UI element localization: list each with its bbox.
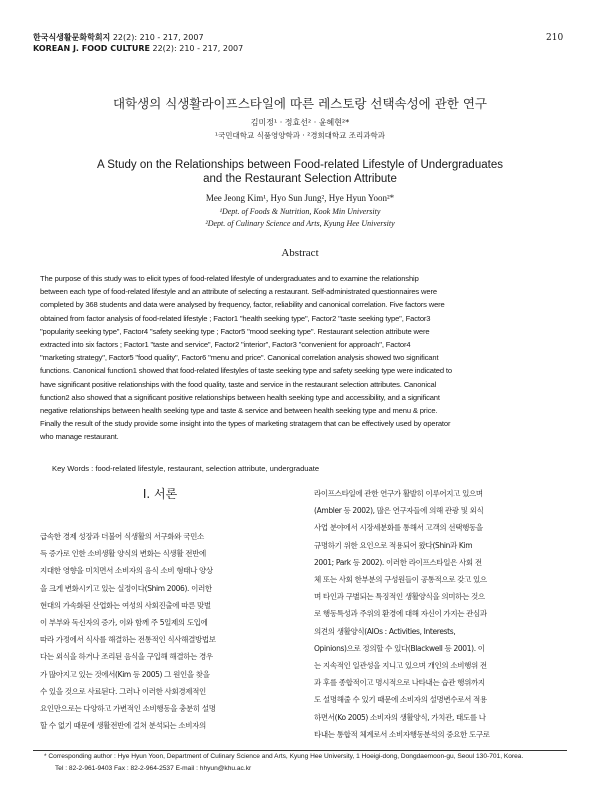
right-column-line-6: 체 또는 사회 한부분의 구성원들이 공통적으로 갖고 있으 xyxy=(314,575,487,584)
right-column-line-12: 과 후를 종합적이고 명시적으로 나타내는 습관 행위까지 xyxy=(314,678,485,688)
journal-name-en: KOREAN J. FOOD CULTURE xyxy=(33,44,150,53)
keywords xyxy=(52,464,319,473)
right-column-line-1: 라이프스타일에 관한 연구가 활발히 이루어지고 있으며 xyxy=(314,489,483,498)
corresponding-author-footnote: * Corresponding author : Hye Hyun Yoon, Department of Culinary Science and Arts, Kyung Hee University, 1 Hoeigi-dong, Dongdaemoon-gu, Seoul 130-701, Korea. xyxy=(44,753,524,760)
abstract-line-7: "marketing strategy", Factor5 "food quality", Factor6 "menu and price". Canonical correlation analysis showed two significant xyxy=(40,353,439,363)
journal-header-ko xyxy=(33,33,204,43)
abstract-line-8: functions. Canonical function1 showed that food-related lifestyles of taste seeking type and safety seeking type were indicated to xyxy=(40,366,452,376)
left-column-line-10: 수 있을 것으로 사료된다. 그러나 이러한 사회경제적인 xyxy=(40,686,206,696)
left-column-line-3: 지대한 영향을 미치면서 소비자의 음식 소비 형태나 양상 xyxy=(40,566,213,576)
contact-footnote: Tel : 82-2-961-9403 Fax : 82-2-964-2537 E-mail : hhyun@khu.ac.kr xyxy=(55,765,252,772)
abstract-heading: Abstract xyxy=(281,247,319,259)
title-korean: 대학생의 식생활라이프스타일에 따른 레스토랑 선택속성에 관한 연구 xyxy=(112,96,488,111)
left-column-line-8: 다는 외식을 하거나 조리된 음식을 구입해 해결하는 경우 xyxy=(40,652,213,662)
left-column-line-1: 급속한 경제 성장과 더불어 식생활의 서구화와 국민소 xyxy=(40,532,204,541)
journal-name-ko: 한국식생활문화학회지 xyxy=(33,33,111,42)
abstract-line-3: completed by 368 students and data were analysed by frequency, factor, reliability and canonical correlation. Five factors were xyxy=(40,300,445,310)
affiliations-korean: ¹국민대학교 식품영양학과 · ²경희대학교 조리과학과 xyxy=(214,131,386,140)
right-column-line-9: 의견의 생활양식(AIOs : Activities, Interests, xyxy=(314,626,456,636)
footnote-divider xyxy=(33,750,567,751)
page-number: 210 xyxy=(546,33,564,43)
right-column-line-5: 2001; Park 등 2002). 이러한 라이프스타일은 사회 전 xyxy=(314,557,482,567)
right-column-line-8: 로 행동특성과 주위의 환경에 대해 자신이 가지는 관심과 xyxy=(314,609,487,619)
abstract-line-11: negative relationships between health seeking type and taste & service and between health seeking type and menu & price. xyxy=(40,406,438,415)
authors-korean: 김미정¹ · 정효선² · 윤혜현²* xyxy=(250,118,350,127)
left-column-line-9: 가 많아지고 있는 것에서(Kim 등 2005) 그 원인을 찾을 xyxy=(40,669,210,679)
left-column-line-12: 할 수 없기 때문에 생활전반에 걸쳐 분석되는 소비자의 xyxy=(40,721,206,731)
right-column-line-2: (Ambler 등 2002), 많은 연구자들에 의해 관광 및 외식 xyxy=(314,506,484,516)
right-column-line-3: 사업 분야에서 시장세분화를 통해서 고객의 선택행동을 xyxy=(314,523,483,533)
left-column-line-7: 따라 가정에서 식사를 해결하는 전통적인 식사해결방법보 xyxy=(40,635,216,645)
right-column-line-15: 타내는 통합적 체계로서 소비자행동분석의 중요한 도구로 xyxy=(314,729,490,739)
left-column-line-6: 이 부부와 독신자의 증가, 이와 함께 주 5일제의 도입에 xyxy=(40,618,208,627)
right-column-line-10: Opinions)으로 정의할 수 있다(Blackwell 등 2001). 이 xyxy=(314,643,485,653)
keywords-text: food-related lifestyle, restaurant, selection attribute, undergraduate xyxy=(95,464,320,473)
abstract-line-9: have significant positive relationships with the food quality, taste and service in the restaurant selection attributes. Canonical xyxy=(40,379,437,389)
title-english-line-2: and the Restaurant Selection Attribute xyxy=(203,173,397,185)
section-heading-introduction: Ⅰ. 서론 xyxy=(142,487,178,501)
abstract-line-10: function2 also showed that a significant positive relationships between health seeking type and accessibility, and a significant xyxy=(40,392,440,402)
left-column-line-2: 득 증가로 인한 소비생활 양식의 변화는 식생활 전반에 xyxy=(40,549,206,559)
right-column-line-14: 하면서(Ko 2005) 소비자의 생활양식, 가치관, 태도를 나 xyxy=(314,712,486,722)
left-column-line-5: 현대의 가속화된 산업화는 여성의 사회진출에 따른 맞벌 xyxy=(40,600,211,610)
title-english-line-1: A Study on the Relationships between Food-related Lifestyle of Undergraduates xyxy=(97,159,503,171)
authors-english: Mee Jeong Kim¹, Hyo Sun Jung², Hye Hyun Yoon²* xyxy=(205,193,395,203)
right-column-line-13: 도 설명해줄 수 있기 때문에 소비자의 설명변수로서 적용 xyxy=(314,695,487,705)
affiliation-english-2: ²Dept. of Culinary Science and Arts, Kyung Hee University xyxy=(205,219,395,228)
right-column-line-7: 며 타인과 구별되는 특징적인 생활양식을 의미하는 것으 xyxy=(314,592,485,602)
right-column-line-11: 는 지속적인 일관성을 지니고 있으며 개인의 소비행위 전 xyxy=(314,661,487,670)
keywords-label: Key Words : xyxy=(52,464,94,473)
left-column-line-4: 을 크게 변화시키고 있는 실정이다(Shim 2006). 이러한 xyxy=(40,583,212,593)
abstract-line-4: obtained from factor analysis of food-related lifestyle ; Factor1 "health seeking type", Factor2 "taste seeking type", Factor3 xyxy=(40,313,431,323)
journal-citation-ko: 22(2): 210 - 217, 2007 xyxy=(112,33,204,42)
affiliation-english-1: ¹Dept. of Foods & Nutrition, Kook Min University xyxy=(219,207,381,216)
abstract-line-6: extracted into six factors ; Factor1 "taste and service", Factor2 "interior", Factor3 "convenient for approach", Factor4 xyxy=(40,340,411,349)
abstract-line-12: Finally the result of the study provide some insight into the types of marketing stratagem that can be effectively used by operator xyxy=(40,419,451,429)
abstract-line-5: "popularity seeking type", Factor4 "safety seeking type ; Factor5 "mood seeking type". Restaurant selection attribute were xyxy=(40,326,430,336)
journal-header-en xyxy=(33,44,243,54)
journal-citation-en: 22(2): 210 - 217, 2007 xyxy=(152,44,244,53)
abstract-line-2: between each type of food-related lifestyle and an attribute of selecting a restaurant. Self-administrated questionnaires were xyxy=(40,287,437,297)
abstract-line-13: who manage restaurant. xyxy=(40,432,119,442)
right-column-line-4: 규명하기 위한 요인으로 적용되어 왔다(Shin과 Kim xyxy=(314,540,473,550)
left-column-line-11: 요인만으로는 다양하고 가변적인 소비행동을 충분히 설명 xyxy=(40,704,216,713)
abstract-line-1: The purpose of this study was to elicit types of food-related lifestyle of undergraduates and to examine the relationship xyxy=(40,274,419,283)
